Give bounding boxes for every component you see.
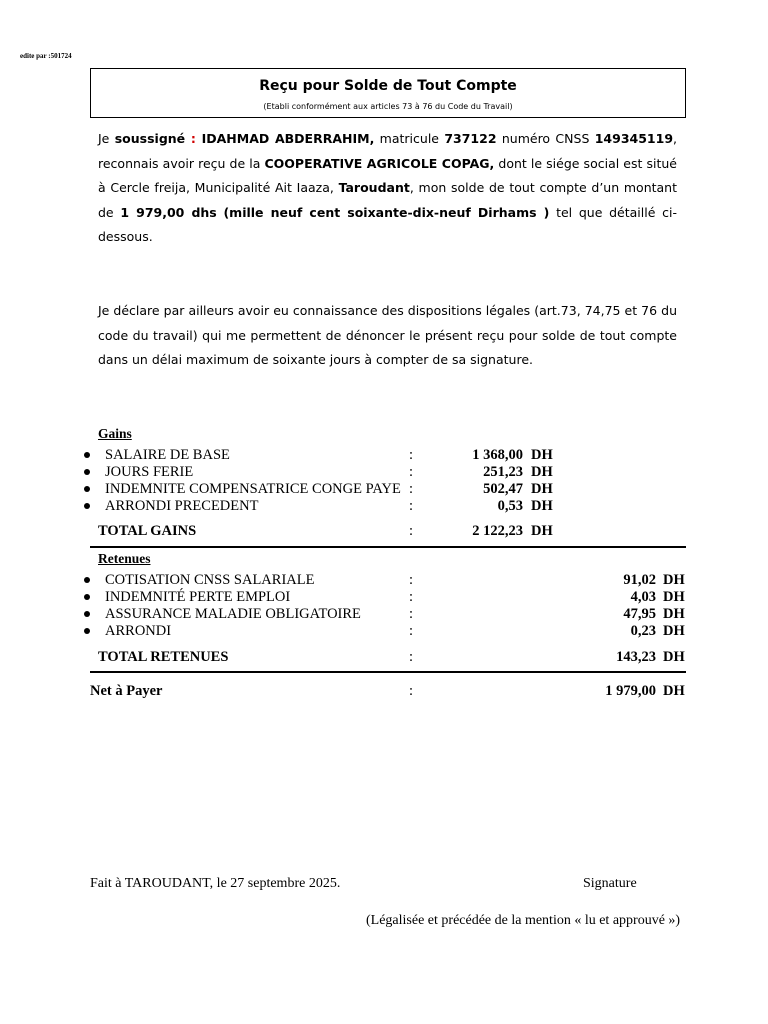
text-run: dont le siége social est situé à Cercle freija, Municipalité Ait Iaaza,	[98, 155, 677, 196]
text-run: , mon solde de tout compte d’un montant de	[98, 180, 677, 220]
text-run: numéro CNSS	[496, 131, 595, 146]
gain-label: ARRONDI PRECEDENT	[105, 498, 259, 514]
gain-row	[0, 498, 768, 516]
document-title: Reçu pour Solde de Tout Compte	[259, 78, 517, 94]
separator: :	[409, 623, 414, 639]
retenue-label: ARRONDI	[105, 623, 172, 639]
gain-row	[0, 481, 768, 499]
retenue-amount: 0,23	[630, 623, 656, 639]
divider	[90, 671, 686, 673]
separator: :	[409, 498, 414, 514]
retenue-amount: 47,95	[623, 606, 656, 622]
currency-unit: DH	[663, 649, 685, 665]
separator: :	[409, 464, 414, 480]
currency-unit: DH	[531, 523, 553, 539]
gain-label: SALAIRE DE BASE	[105, 447, 230, 463]
total-retenues-amount: 143,23	[616, 649, 656, 665]
retenue-amount: 4,03	[630, 589, 656, 605]
net-label: Net à Payer	[90, 683, 163, 699]
currency-unit: DH	[663, 683, 685, 699]
bullet-icon	[84, 452, 90, 458]
bullet-icon	[84, 503, 90, 509]
declaration-paragraph	[98, 127, 677, 250]
amount-figure: 1 979,00 dhs	[120, 204, 217, 220]
employee-name: IDAHMAD ABDERRAHIM,	[201, 131, 375, 146]
total-gains-amount: 2 122,23	[472, 523, 523, 539]
employee-matricule: 737122	[444, 131, 497, 146]
separator: :	[409, 447, 414, 463]
document-subtitle: (Etabli conformément aux articles 73 à 76 du Code du Travail)	[263, 102, 513, 111]
bullet-icon	[84, 611, 90, 617]
separator: :	[409, 589, 414, 605]
cnss-number: 149345119	[594, 131, 674, 146]
currency-unit: DH	[663, 589, 685, 605]
currency-unit: DH	[663, 606, 685, 622]
legalization-mention: (Légalisée et précédée de la mention « lu et approuvé »)	[366, 913, 681, 928]
separator: :	[409, 523, 414, 539]
currency-unit: DH	[531, 498, 553, 514]
gain-label: INDEMNITE COMPENSATRICE CONGE PAYE	[105, 481, 401, 497]
total-retenues-row	[0, 649, 768, 667]
currency-unit: DH	[531, 464, 553, 480]
bullet-icon	[84, 469, 90, 475]
legal-paragraph: Je déclare par ailleurs avoir eu connaissance des dispositions légales (art.73, 74,75 et 76 du code du travail) qui me permettent de dénoncer le présent reçu pour solde de tout compte dans un délai maximum de soixante jours à compter de sa signature.	[98, 303, 677, 368]
retenue-label: INDEMNITÉ PERTE EMPLOI	[105, 589, 291, 605]
retenue-row	[0, 589, 768, 607]
gain-label: JOURS FERIE	[105, 464, 194, 480]
text-run: soussigné	[114, 131, 186, 146]
currency-unit: DH	[663, 572, 685, 588]
text-run: :	[185, 131, 202, 146]
bullet-icon	[84, 486, 90, 492]
text-run: matricule	[374, 131, 445, 146]
separator: :	[409, 649, 414, 665]
retenue-row	[0, 606, 768, 624]
currency-unit: DH	[663, 623, 685, 639]
editor-mark: edite par :501724	[20, 52, 72, 60]
text-run: Je	[98, 131, 115, 146]
gain-amount: 502,47	[483, 481, 523, 497]
retenue-row	[0, 623, 768, 641]
divider	[90, 546, 686, 548]
retenue-amount: 91,02	[623, 572, 656, 588]
net-a-payer-row	[0, 683, 768, 701]
gain-amount: 0,53	[497, 498, 523, 514]
text-run: tel que détaillé ci-dessous.	[98, 204, 677, 245]
gain-row	[0, 464, 768, 482]
employer-name: COOPERATIVE AGRICOLE COPAG,	[264, 155, 495, 171]
bullet-icon	[84, 628, 90, 634]
net-amount: 1 979,00	[605, 683, 656, 699]
city-name: Taroudant	[338, 180, 410, 196]
separator: :	[409, 606, 414, 622]
retenues-heading: Retenues	[98, 551, 151, 566]
bullet-icon	[84, 594, 90, 600]
gain-amount: 251,23	[483, 464, 523, 480]
title-box	[90, 68, 686, 118]
signature-label: Signature	[583, 876, 637, 891]
retenue-label: ASSURANCE MALADIE OBLIGATOIRE	[105, 606, 361, 622]
text-run: , reconnais avoir reçu de la	[98, 131, 677, 171]
gain-row	[0, 447, 768, 465]
total-gains-label: TOTAL GAINS	[98, 523, 197, 539]
gains-heading: Gains	[98, 426, 132, 441]
retenue-label: COTISATION CNSS SALARIALE	[105, 572, 315, 588]
place-date: Fait à TAROUDANT, le 27 septembre 2025.	[90, 876, 341, 891]
currency-unit: DH	[531, 447, 553, 463]
currency-unit: DH	[531, 481, 553, 497]
total-gains-row	[0, 523, 768, 541]
separator: :	[409, 572, 414, 588]
separator: :	[409, 683, 414, 699]
bullet-icon	[84, 577, 90, 583]
total-retenues-label: TOTAL RETENUES	[98, 649, 229, 665]
amount-words: (mille neuf cent soixante-dix-neuf Dirhams )	[223, 204, 550, 220]
retenue-row	[0, 572, 768, 590]
gain-amount: 1 368,00	[472, 447, 523, 463]
separator: :	[409, 481, 414, 497]
